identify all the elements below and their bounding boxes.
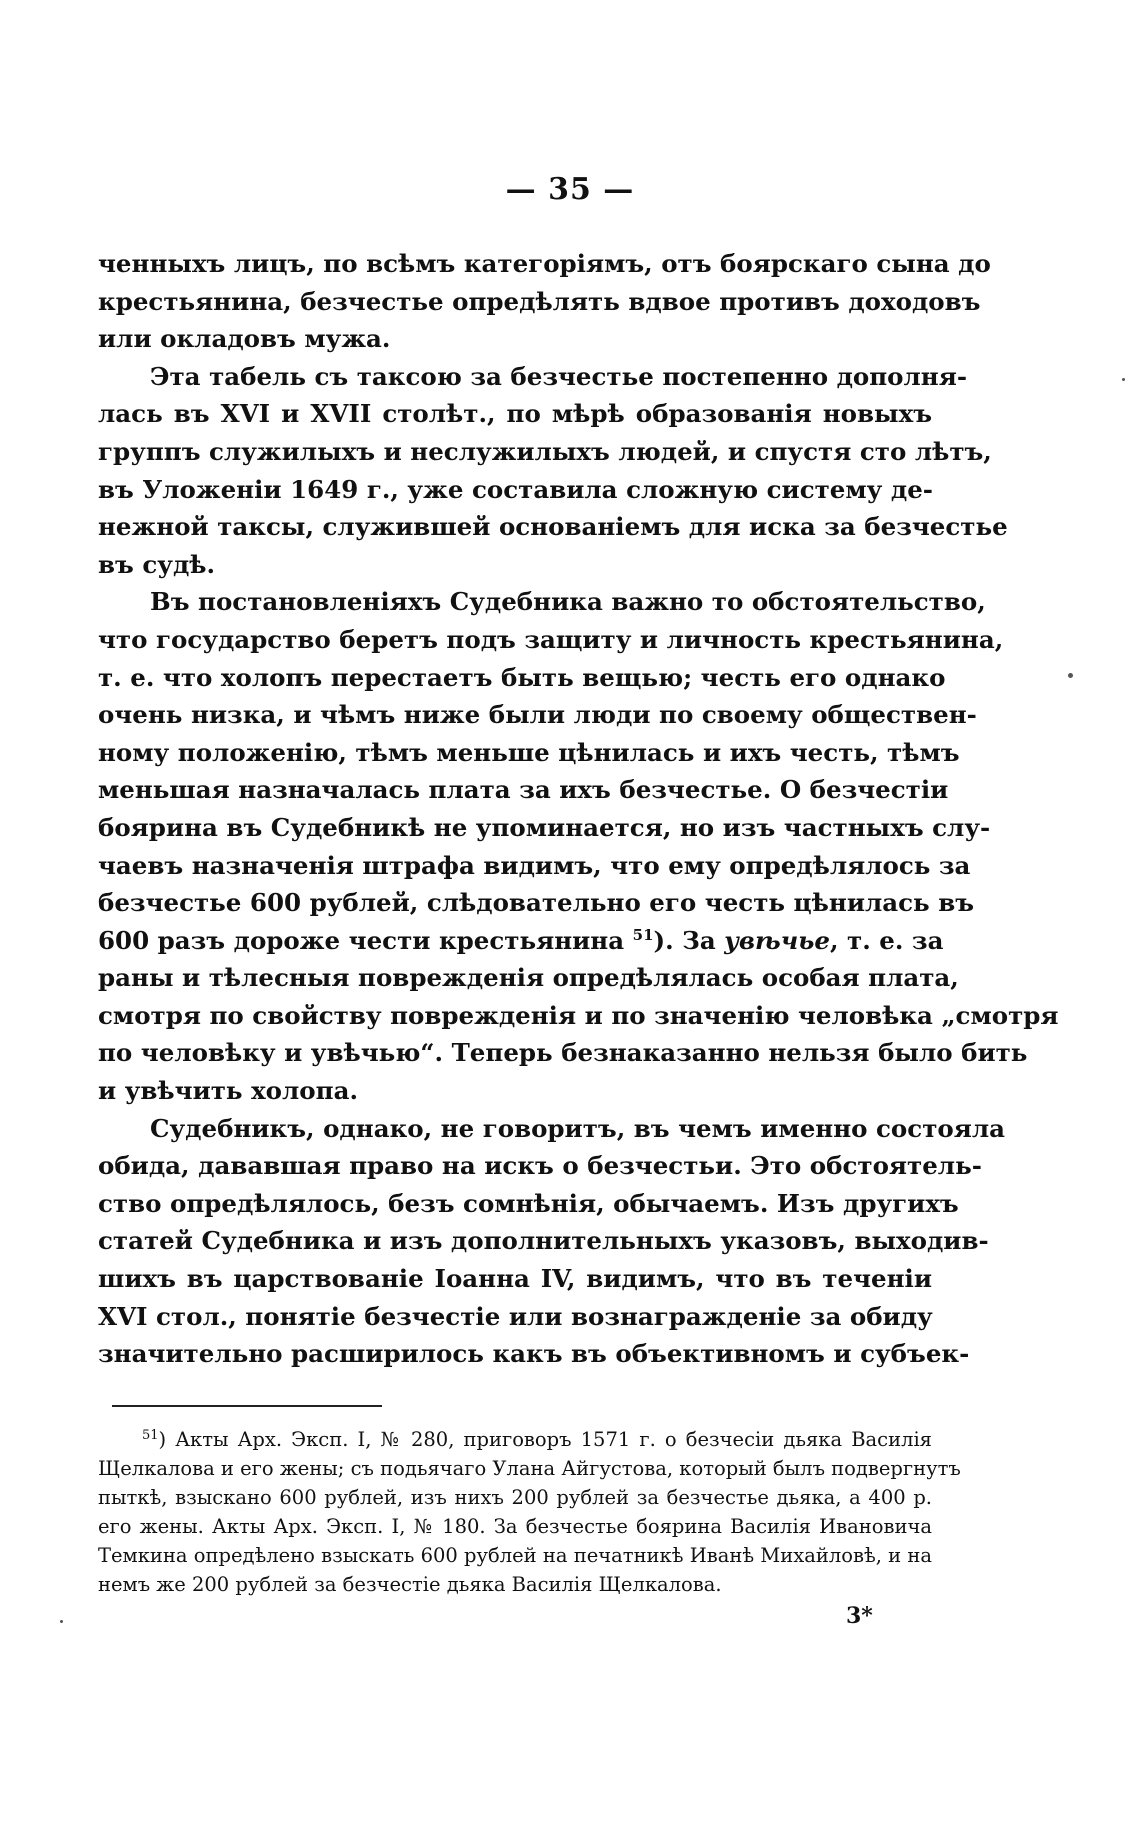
text-line: чаевъ назначенія штрафа видимъ, что ему опредѣлялось за [98, 850, 971, 880]
footnote-text: ) Акты Арх. Эксп. I, № 280, приговоръ 1571 г. о безчесіи дьяка Василія [158, 1428, 932, 1451]
text-line: обида, дававшая право на искъ о безчестьи. Это обстоятель- [98, 1151, 982, 1181]
text-line: Въ постановленіяхъ Судебника важно то обстоятельство, [150, 587, 986, 617]
text-segment: , т. е. за [829, 925, 944, 955]
paragraph-2 [98, 358, 1008, 584]
text-line: смотря по свойству поврежденія и по значенію человѣка „смотря [98, 1000, 1059, 1030]
text-line: меньшая назначалась плата за ихъ безчестье. О безчестіи [98, 775, 949, 805]
footnote-marker: 51 [142, 1428, 159, 1443]
text-line: Эта табель съ таксою за безчестье постепенно дополня- [150, 361, 967, 391]
text-line: въ Уложеніи 1649 г., уже составила сложную систему де- [98, 474, 933, 504]
footnote-line [98, 1425, 932, 1454]
text-line: значительно расширилось какъ въ объективномъ и субъек- [98, 1339, 970, 1369]
text-line: въ судѣ. [98, 549, 216, 579]
scan-speck [1122, 378, 1125, 381]
text-segment: ). За [653, 925, 725, 955]
text-line: ство опредѣлялось, безъ сомнѣнія, обычаемъ. Изъ другихъ [98, 1188, 959, 1218]
italic-term: увѣчье [724, 925, 830, 955]
text-line: XVI стол., понятіе безчестіе или вознагражденіе за обиду [98, 1301, 933, 1331]
text-line: статей Судебника и изъ дополнительныхъ указовъ, выходив- [98, 1226, 989, 1256]
text-line: что государство беретъ подъ защиту и личность крестьянина, [98, 624, 1004, 654]
scan-speck [60, 1620, 63, 1623]
text-line: очень низка, и чѣмъ ниже были люди по своему обществен- [98, 700, 977, 730]
text-line: ному положенію, тѣмъ меньше цѣнилась и ихъ честь, тѣмъ [98, 737, 960, 767]
text-line: шихъ въ царствованіе Іоанна IV, видимъ, что въ теченіи [98, 1264, 932, 1294]
footnote-line: Щелкалова и его жены; съ подьячаго Улана Айгустова, который былъ подвергнутъ [98, 1457, 961, 1480]
text-line: нежной таксы, служившей основаніемъ для иска за безчестье [98, 512, 1008, 542]
text-line-with-footnote-ref [98, 922, 944, 960]
text-segment: 600 разъ дороже чести крестьянина [98, 925, 633, 955]
printer-signature-mark: 3* [846, 1603, 873, 1629]
text-line: безчестье 600 рублей, слѣдовательно его честь цѣнилась въ [98, 888, 975, 918]
text-line: лась въ XVI и XVII столѣт., по мѣрѣ образованія новыхъ [98, 399, 932, 429]
text-line: боярина въ Судебникѣ не упоминается, но изъ частныхъ слу- [98, 812, 991, 842]
text-line: Судебникъ, однако, не говоритъ, въ чемъ именно состояла [150, 1113, 1005, 1143]
footnote-line: его жены. Акты Арх. Эксп. I, № 180. За безчестье боярина Василія Ивановича [98, 1515, 932, 1538]
text-line: т. е. что холопъ перестаетъ быть вещью; честь его однако [98, 662, 946, 692]
footnote-line: немъ же 200 рублей за безчестіе дьяка Василія Щелкалова. [98, 1573, 722, 1596]
text-line: по человѣку и увѣчью“. Теперь безнаказанно нельзя было бить [98, 1038, 1028, 1068]
scan-speck [1068, 673, 1073, 678]
page-number: — 35 — [505, 172, 635, 207]
footnote-line: пыткѣ, взыскано 600 рублей, изъ нихъ 200 рублей за безчестье дьяка, а 400 р. [98, 1486, 932, 1509]
footnote-reference: 51 [632, 925, 654, 944]
text-line: группъ служилыхъ и неслужилыхъ людей, и спустя сто лѣтъ, [98, 436, 992, 466]
body-text [98, 245, 1059, 1373]
text-line: и увѣчить холопа. [98, 1076, 358, 1106]
footnote-divider [112, 1405, 382, 1407]
paragraph-3 [98, 583, 1059, 1109]
text-line: раны и тѣлесныя поврежденія опредѣлялась особая плата, [98, 963, 959, 993]
text-line: ченныхъ лицъ, по всѣмъ категоріямъ, отъ боярскаго сына до [98, 249, 991, 278]
footnote [98, 1425, 961, 1599]
text-line: крестьянина, безчестье опредѣлять вдвое противъ доходовъ [98, 286, 981, 316]
paragraph-4 [98, 1110, 1005, 1373]
footnote-line: Темкина опредѣлено взыскать 600 рублей на печатникѣ Иванѣ Михайловѣ, и на [98, 1544, 932, 1567]
text-line: или окладовъ мужа. [98, 324, 391, 354]
paragraph-1 [98, 245, 991, 358]
